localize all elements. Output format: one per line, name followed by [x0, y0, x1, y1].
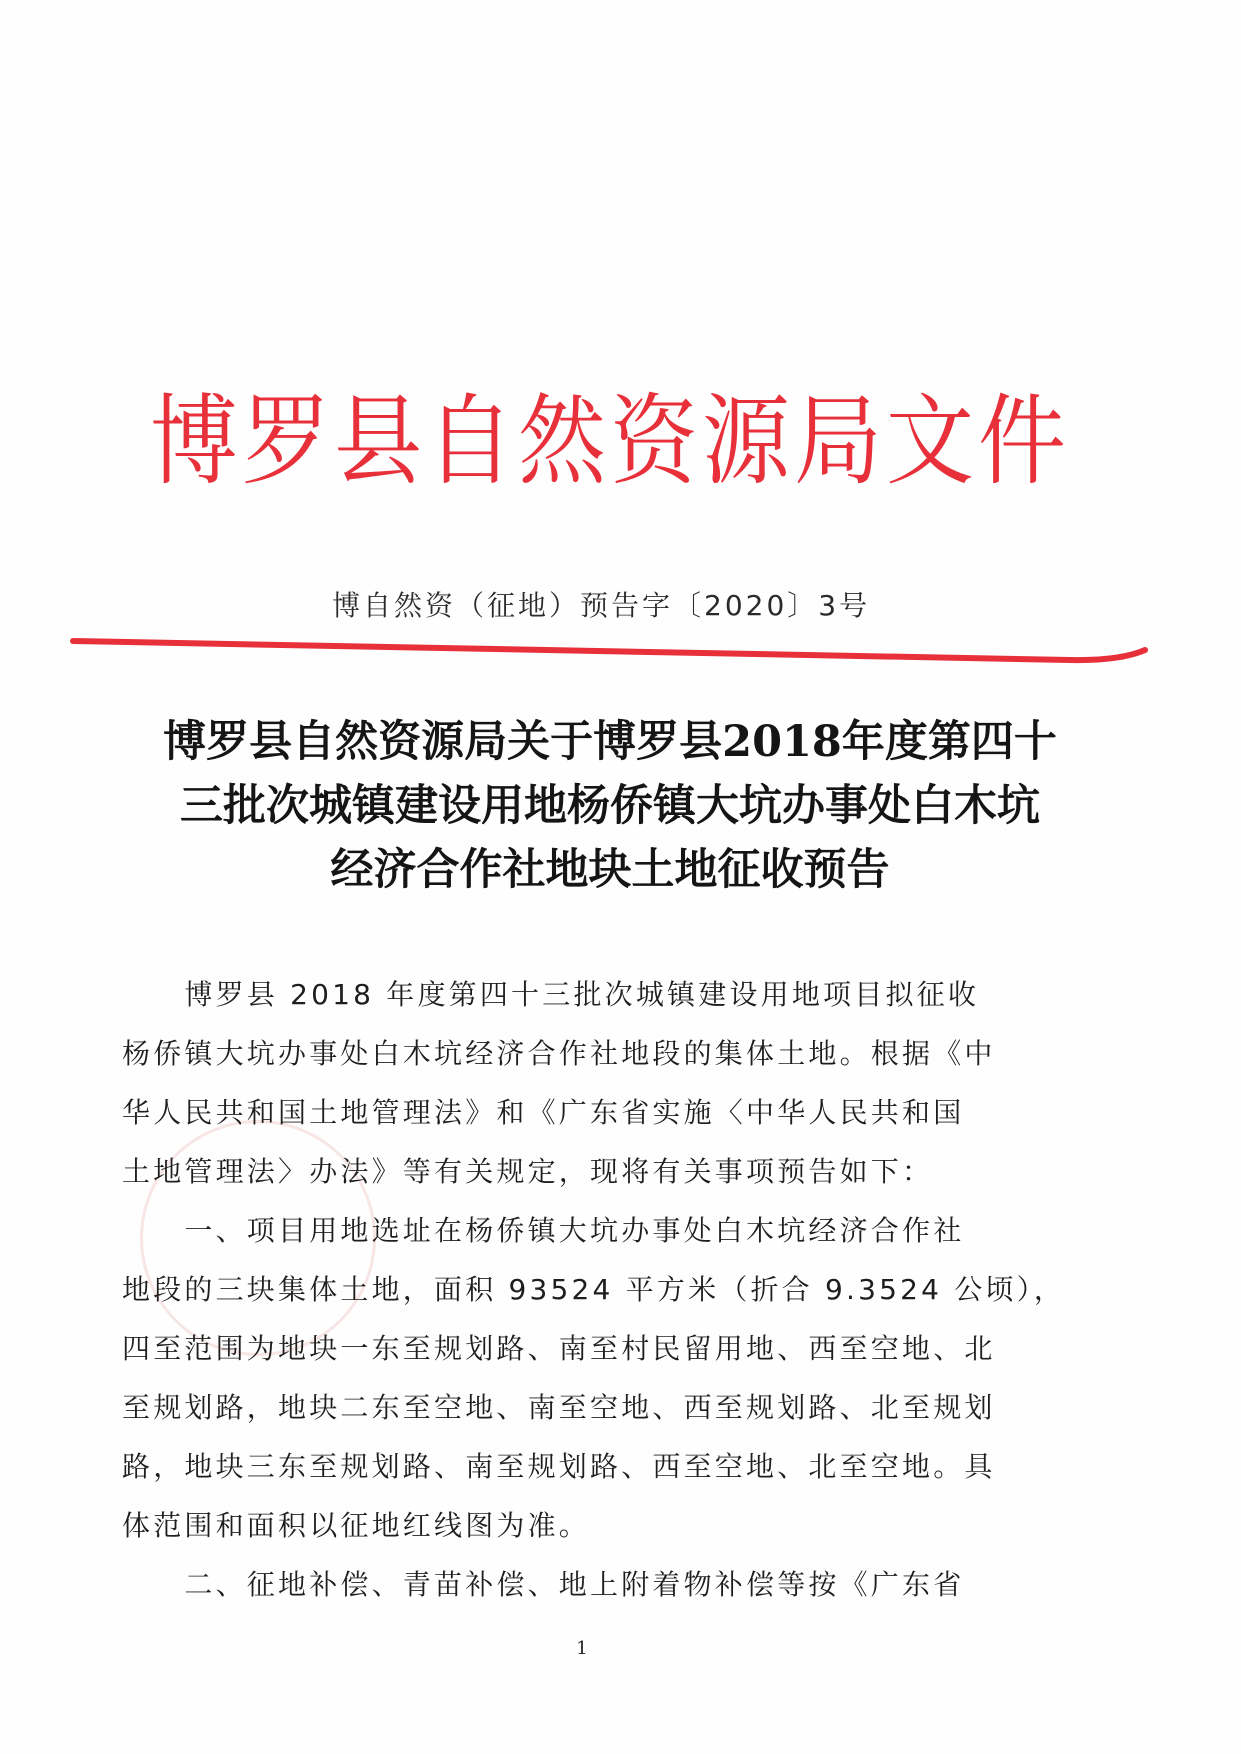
document-number: 博自然资（征地）预告字〔2020〕3号	[332, 589, 871, 622]
body-line: 地段的三块集体土地，面积 93524 平方米（折合 9.3524 公顷），	[122, 1273, 1066, 1306]
body-line: 四至范围为地块一东至规划路、南至村民留用地、西至空地、北	[122, 1332, 996, 1365]
body-line: 一、项目用地选址在杨侨镇大坑办事处白木坑经济合作社	[122, 1214, 965, 1247]
title-line: 经济合作社地块土地征收预告	[330, 845, 890, 895]
body-line: 至规划路，地块二东至空地、南至空地、西至规划路、北至规划	[122, 1391, 996, 1424]
notice-body	[122, 965, 1072, 1614]
body-line: 路，地块三东至规划路、南至规划路、西至空地、北至空地。具	[122, 1450, 996, 1483]
title-line: 博罗县自然资源局关于博罗县2018年度第四十	[163, 717, 1057, 767]
body-line: 杨侨镇大坑办事处白木坑经济合作社地段的集体土地。根据《中	[122, 1037, 996, 1070]
issuer-red-header: 博罗县自然资源局文件	[150, 383, 1071, 499]
body-line: 体范围和面积以征地红线图为准。	[122, 1509, 591, 1542]
page-number: 1	[576, 1638, 588, 1659]
notice-title	[130, 710, 1090, 902]
body-line: 华人民共和国土地管理法》和《广东省实施〈中华人民共和国	[122, 1096, 965, 1129]
red-separator-line	[70, 628, 1160, 678]
body-line: 二、征地补偿、青苗补偿、地上附着物补偿等按《广东省	[122, 1568, 965, 1601]
body-line: 博罗县 2018 年度第四十三批次城镇建设用地项目拟征收	[122, 978, 980, 1011]
body-line: 土地管理法〉办法》等有关规定，现将有关事项预告如下：	[122, 1155, 934, 1188]
title-line: 三批次城镇建设用地杨侨镇大坑办事处白木坑	[180, 781, 1040, 831]
